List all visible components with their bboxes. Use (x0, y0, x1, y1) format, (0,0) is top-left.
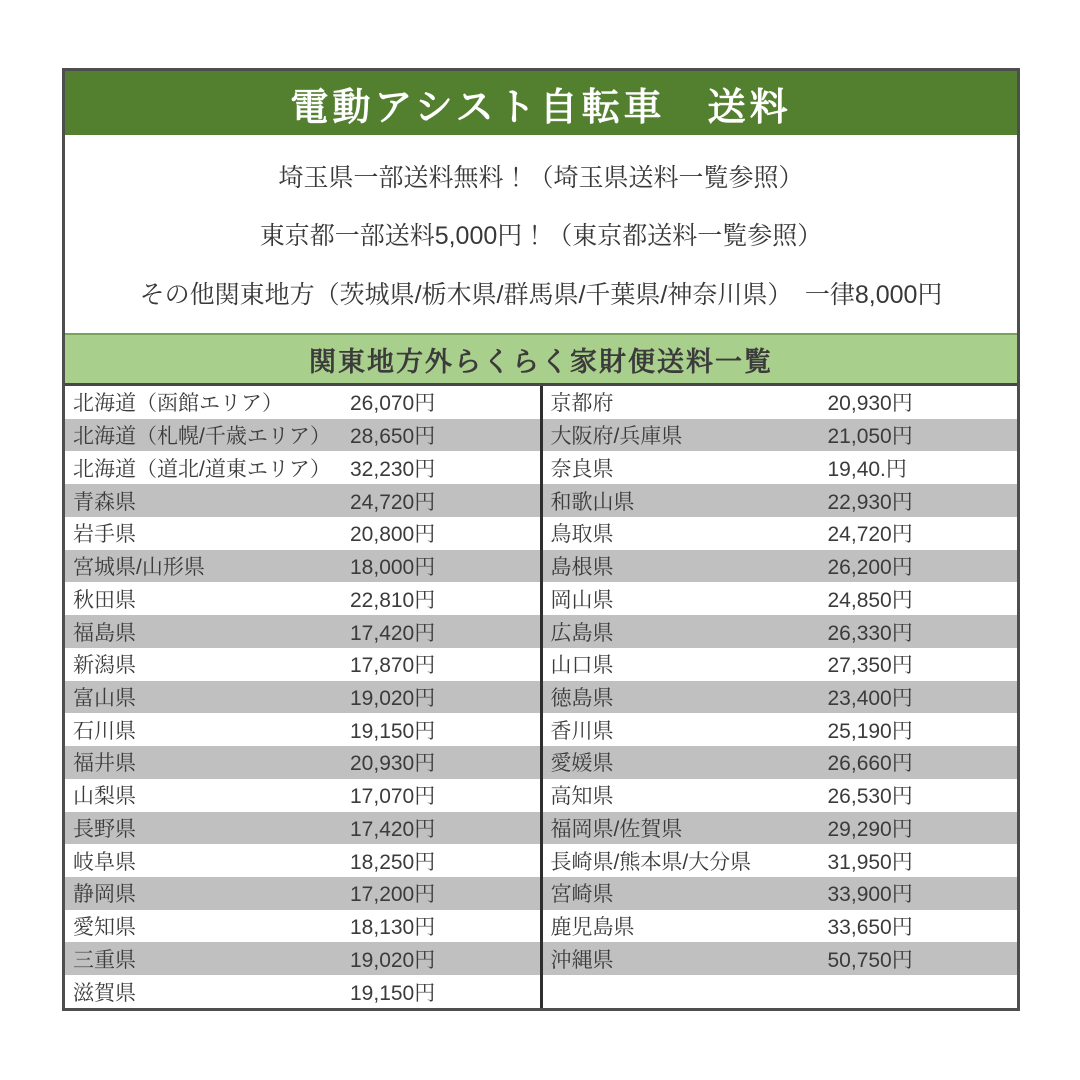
table-row (65, 648, 540, 681)
price-cell: 26,660円 (827, 752, 913, 776)
price-cell: 28,650円 (350, 425, 436, 449)
table-row (543, 648, 1018, 681)
table-row (65, 779, 540, 812)
price-cell: 33,650円 (827, 916, 913, 940)
region-cell: 島根県 (550, 556, 614, 580)
table-row (65, 419, 540, 452)
region-cell: 富山県 (73, 686, 136, 710)
price-cell: 19,40.円 (827, 457, 907, 481)
price-cell: 25,190円 (827, 719, 913, 743)
region-cell: 香川県 (550, 719, 614, 743)
region-cell: 北海道（札幌/千歳エリア） (73, 425, 331, 449)
table-row (543, 844, 1018, 877)
region-cell: 宮城県/山形県 (73, 556, 205, 580)
table-row (543, 779, 1018, 812)
table-row (65, 713, 540, 746)
table-row (543, 877, 1018, 910)
price-cell: 20,800円 (350, 523, 436, 547)
price-cell: 26,070円 (350, 392, 436, 416)
price-cell: 22,930円 (827, 490, 913, 514)
price-cell: 17,200円 (350, 883, 436, 907)
region-cell: 広島県 (550, 621, 614, 645)
table-row (65, 942, 540, 975)
price-cell: 19,150円 (350, 719, 436, 743)
price-cell: 19,020円 (350, 686, 436, 710)
region-cell: 岐阜県 (73, 850, 136, 874)
price-cell: 29,290円 (827, 817, 913, 841)
table-row (543, 582, 1018, 615)
table-right-column (540, 386, 1018, 1008)
table-row (65, 615, 540, 648)
region-cell: 石川県 (73, 719, 136, 743)
table-row (65, 812, 540, 845)
region-cell: 山梨県 (73, 785, 136, 809)
table-row (543, 550, 1018, 583)
region-cell: 青森県 (73, 490, 136, 514)
note-kanto-other: その他関東地方（茨城県/栃木県/群馬県/千葉県/神奈川県） 一律8,000円 (139, 280, 943, 309)
price-cell: 22,810円 (350, 588, 436, 612)
price-cell: 31,950円 (827, 850, 913, 874)
note-tokyo: 東京都一部送料5,000円！（東京都送料一覧参照） (259, 222, 823, 250)
region-cell: 奈良県 (550, 457, 614, 481)
table-row (65, 517, 540, 550)
price-cell: 24,720円 (350, 490, 436, 514)
table-row (65, 910, 540, 943)
table-row (543, 484, 1018, 517)
region-cell: 大阪府/兵庫県 (550, 425, 683, 449)
region-cell: 新潟県 (73, 654, 136, 678)
price-cell: 26,330円 (827, 621, 913, 645)
region-cell: 沖縄県 (550, 948, 614, 972)
price-cell: 26,200円 (827, 556, 913, 580)
page-title: 電動アシスト自転車 送料 (65, 71, 1017, 135)
table-row (543, 812, 1018, 845)
table-row (543, 746, 1018, 779)
price-cell: 20,930円 (827, 392, 913, 416)
price-cell: 20,930円 (350, 752, 436, 776)
price-cell: 50,750円 (827, 948, 913, 972)
region-cell: 愛媛県 (550, 752, 614, 776)
price-cell: 24,850円 (827, 588, 913, 612)
price-cell: 18,130円 (350, 916, 436, 940)
table-row (65, 451, 540, 484)
price-cell: 17,870円 (350, 654, 436, 678)
shipping-fee-sheet (62, 68, 1020, 1011)
region-cell: 福岡県/佐賀県 (550, 817, 683, 841)
table-row (65, 844, 540, 877)
region-cell: 福井県 (73, 752, 136, 776)
table-row (543, 615, 1018, 648)
table-row (543, 713, 1018, 746)
region-cell: 鳥取県 (550, 523, 614, 547)
region-cell: 徳島県 (550, 686, 614, 710)
table-row (543, 910, 1018, 943)
region-cell: 宮崎県 (550, 883, 614, 907)
table-left-column (65, 386, 540, 1008)
region-cell: 山口県 (550, 654, 614, 678)
table-row (65, 975, 540, 1008)
table-row (543, 517, 1018, 550)
price-cell: 17,420円 (350, 621, 436, 645)
price-cell: 19,020円 (350, 948, 436, 972)
price-cell: 17,420円 (350, 817, 436, 841)
table-row (65, 484, 540, 517)
price-cell: 18,000円 (350, 556, 436, 580)
region-cell: 北海道（函館エリア） (73, 392, 283, 416)
region-cell: 愛知県 (73, 916, 136, 940)
price-cell: 26,530円 (827, 785, 913, 809)
table-row (543, 386, 1018, 419)
region-cell: 和歌山県 (550, 490, 635, 514)
region-cell: 三重県 (73, 948, 136, 972)
price-cell: 19,150円 (350, 981, 436, 1005)
table-row (65, 582, 540, 615)
region-cell: 鹿児島県 (550, 916, 635, 940)
price-cell: 21,050円 (827, 425, 913, 449)
region-cell: 岡山県 (550, 588, 614, 612)
region-cell: 北海道（道北/道東エリア） (73, 457, 331, 481)
table-row (543, 681, 1018, 714)
table-row (543, 975, 1018, 1008)
price-cell: 33,900円 (827, 883, 913, 907)
region-cell: 高知県 (550, 785, 614, 809)
region-cell: 長崎県/熊本県/大分県 (550, 850, 752, 874)
price-cell: 24,720円 (827, 523, 913, 547)
region-cell: 長野県 (73, 817, 136, 841)
price-cell: 32,230円 (350, 457, 436, 481)
region-cell: 静岡県 (73, 883, 136, 907)
region-cell: 岩手県 (73, 523, 136, 547)
price-cell: 27,350円 (827, 654, 913, 678)
region-cell: 秋田県 (73, 588, 136, 612)
table-row (65, 681, 540, 714)
price-cell: 17,070円 (350, 785, 436, 809)
price-cell: 18,250円 (350, 850, 436, 874)
note-saitama: 埼玉県一部送料無料！（埼玉県送料一覧参照） (278, 163, 804, 192)
region-cell: 京都府 (550, 392, 614, 416)
table-row (543, 942, 1018, 975)
table-row (65, 386, 540, 419)
table-row (65, 746, 540, 779)
table-row (65, 550, 540, 583)
shipping-fee-table (65, 386, 1017, 1008)
table-row (65, 877, 540, 910)
region-cell: 福島県 (73, 621, 136, 645)
price-cell: 23,400円 (827, 686, 913, 710)
table-row (543, 419, 1018, 452)
shipping-notes (65, 135, 1017, 333)
section-title: 関東地方外らくらく家財便送料一覧 (65, 333, 1017, 386)
table-row (543, 451, 1018, 484)
region-cell: 滋賀県 (73, 981, 136, 1005)
